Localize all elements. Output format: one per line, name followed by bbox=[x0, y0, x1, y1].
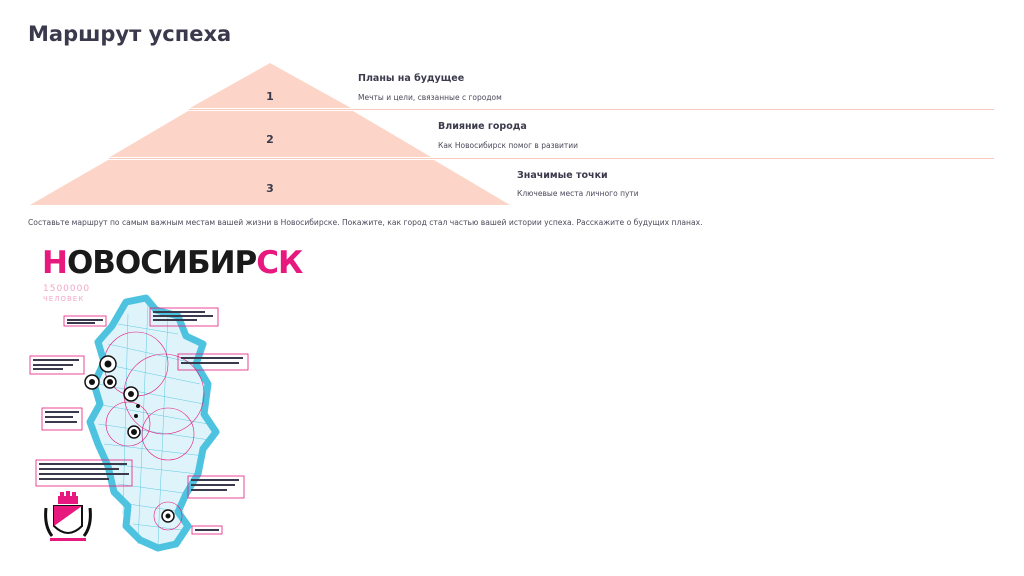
pyramid-tier-2-heading: Влияние города bbox=[438, 121, 527, 132]
description-text: Составьте маршрут по самым важным местам вашей жизни в Новосибирске. Покажите, как город стал частью вашей истории успеха. Расскажите о будущих планах. bbox=[28, 218, 703, 227]
page-title: Маршрут успеха bbox=[28, 22, 232, 46]
poster-title: НОВОСИБИРСК bbox=[42, 245, 303, 281]
pyramid-tier-2-number: 2 bbox=[266, 133, 274, 146]
pyramid-tier-3-heading: Значимые точки bbox=[517, 170, 608, 181]
coat-of-arms-icon bbox=[46, 491, 91, 541]
success-pyramid bbox=[0, 0, 1024, 210]
city-map-illustration bbox=[28, 244, 258, 558]
pyramid-tier-1-subtitle: Мечты и цели, связанные с городом bbox=[358, 93, 502, 102]
pyramid-tier-1-heading: Планы на будущее bbox=[358, 73, 465, 84]
poster-population: 1500000 bbox=[43, 284, 91, 294]
pyramid-tier-3-subtitle: Ключевые места личного пути bbox=[517, 189, 639, 198]
novosibirsk-poster bbox=[28, 244, 303, 558]
pyramid-tier-3-number: 3 bbox=[266, 182, 274, 195]
city-map-shape bbox=[90, 298, 216, 548]
pyramid-tier-2-subtitle: Как Новосибирск помог в развитии bbox=[438, 141, 578, 150]
poster-people-label: ЧЕЛОВЕК bbox=[43, 295, 85, 303]
pyramid-tier-1-number: 1 bbox=[266, 90, 274, 103]
